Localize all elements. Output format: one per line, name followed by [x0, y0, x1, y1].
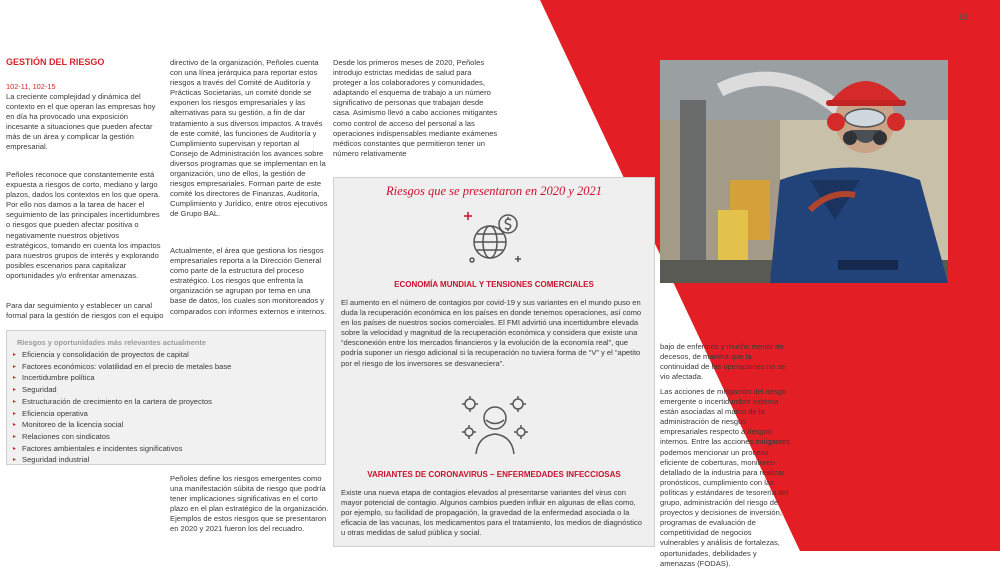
- col1-paragraph-3: Para dar seguimiento y establecer un canal formal para la gestión de riesgos con el equipo: [6, 301, 164, 321]
- coronavirus-person-icon: [460, 392, 530, 462]
- emerging-risks-panel: [333, 177, 655, 547]
- section-title: GESTIÓN DEL RIESGO: [6, 57, 105, 67]
- col1-paragraph-2: Peñoles reconoce que constantemente está expuesta a riesgos de corto, mediano y largo plazos, dados los contextos en los que opera. Por ello nos damos a la tarea de hacer el seguimiento de las principales incertidumbres o riesgos que pueden afectar positiva o negativamente nuestros objetivos estratégicos, tomando en cuenta los impactos para nuestros grupos de interés y explorando posibles escenarios para capitalizar oportunidades y/o enfrentar amenazas.: [6, 170, 161, 280]
- risk-item: ▸ Monitoreo de la licencia social: [13, 420, 231, 432]
- gri-references: 102-11, 102-15: [6, 82, 56, 91]
- risk-item: ▸ Factores económicos: volatilidad en el precio de metales base: [13, 362, 231, 374]
- worker-photo: [660, 60, 948, 283]
- col2-paragraph-1: directivo de la organización, Peñoles cuenta con una línea jerárquica para reportar estos riesgos a través del Comité de Auditoría y Prácticas Societarias, un comité donde se exponen los riesgos empresariales y las alternativas para su gestión, a fin de dar tratamiento a sus diversos impactos. A través de este comité, las funciones de Auditoría y Cumplimiento supervisan y reportan al Consejo de Administración los avances sobre diversos programas que se implementan en la organización, uno de ellos, la gestión de riesgos empresariales. Forman parte de este comité los directores de Finanzas, Auditoría, Cumplimiento y Jurídico, entre otros ejecutivos de Grupo BAL.: [170, 58, 328, 219]
- risk-item: ▸ Relaciones con sindicatos: [13, 432, 231, 444]
- globe-dollar-icon: [460, 206, 526, 268]
- risks-box-title: Riesgos y oportunidades más relevantes actualmente: [17, 338, 206, 347]
- section-economy-title: ECONOMÍA MUNDIAL Y TENSIONES COMERCIALES: [394, 280, 594, 289]
- section-coronavirus-title: VARIANTES DE CORONAVIRUS – ENFERMEDADES INFECCIOSAS: [367, 470, 621, 479]
- risk-item: ▸ Eficiencia operativa: [13, 409, 231, 421]
- col2-paragraph-2: Actualmente, el área que gestiona los riesgos empresariales reporta a la Dirección General como parte de la estructura del proceso estratégico. Los riesgos que enfrenta la organización se agrupan por tema en una base de datos, los cuales son monitoreados y comparados con informes externos e internos.: [170, 246, 327, 316]
- col3-paragraph-1: Desde los primeros meses de 2020, Peñoles introdujo estrictas medidas de salud para proteger a los colaboradores y comunidades, adaptando el esquema de trabajo a un número significativo de personas que trabajan desde casa. Asimismo llevó a cabo acciones mitigantes como control de acceso del personal a las operaciones indispensables mediante exámenes médicos constantes que permitieron tener un número relativamente: [333, 58, 498, 158]
- page-number: 18: [958, 12, 969, 22]
- section-coronavirus-text: Existe una nueva etapa de contagios elevados al presentarse variantes del virus con mayor potencial de contagio. Algunos cambios pueden influir en algunas de ellas como, por ejemplo, su facilidad de propagación, la gravedad de la enfermedad asociada o la eficacia de las vacunas, los medicamentos para el tratamiento, los medios de diagnóstico u otras medidas de salud pública y social.: [341, 488, 642, 538]
- risk-item: ▸ Seguridad industrial: [13, 455, 231, 467]
- col4-paragraph-1: bajo de enfermos y mucho menor de decesos, de manera que la continuidad de las operaciones no se vio afectada.: [660, 342, 786, 382]
- risks-box: [6, 330, 326, 465]
- panel-title: Riesgos que se presentaron en 2020 y 2021: [385, 184, 603, 198]
- risks-list: [13, 350, 231, 467]
- risk-item: ▸ Seguridad: [13, 385, 231, 397]
- col1-paragraph-1: La creciente complejidad y dinámica del contexto en el que operan las empresas hoy en día ha provocado una exposición incesante a situaciones que pueden afectar más de un área y complicar la gestión empresarial.: [6, 92, 156, 152]
- col4-paragraph-2: Las acciones de mitigación del riesgo emergente o incertidumbre externa están asociadas al marco de la administración de riesgos empresariales respecto a riesgos internos. Entre las acciones mitigantes podemos mencionar un proceso eficiente de coberturas, monitoreo detallado de la industria para realizar pronósticos, cumplimiento con las políticas y estándares de tesorería del grupo, administración del riesgo de proyectos y decisiones de inversión, programas de evaluación de competitividad de negocios vulnerables y análisis de fortalezas, oportunidades, debilidades y amenazas (FODAS).: [660, 387, 791, 568]
- section-economy-text: El aumento en el número de contagios por covid-19 y sus variantes en el mundo puso en duda la recuperación económica en los países en donde tenemos operaciones, así como en los países de nuestros socios comerciales. El FMI advirtió una incertidumbre elevada sobre la velocidad y magnitud de la recuperación económica y considera que existe una “desconexión entre los mercados financieros y la evolución de la economía real”, que podría suponer un riesgo adicional si la recuperación no tuviera forma de “V” y el “apetito por el riesgo de los inversores se desvaneciera”.: [341, 298, 642, 368]
- risk-item: ▸ Factores ambientales e incidentes significativos: [13, 444, 231, 456]
- risk-item: ▸ Eficiencia y consolidación de proyectos de capital: [13, 350, 231, 362]
- risk-item: ▸ Incertidumbre política: [13, 373, 231, 385]
- risk-item: ▸ Estructuración de crecimiento en la cartera de proyectos: [13, 397, 231, 409]
- col2-paragraph-3: Peñoles define los riesgos emergentes como una manifestación súbita de riesgo que podría tener implicaciones significativas en el corto plazo en el plan estratégico de la organización. Ejemplos de estos riesgos que se presentaron en 2020 y 2021 fueron los del recuadro.: [170, 474, 329, 534]
